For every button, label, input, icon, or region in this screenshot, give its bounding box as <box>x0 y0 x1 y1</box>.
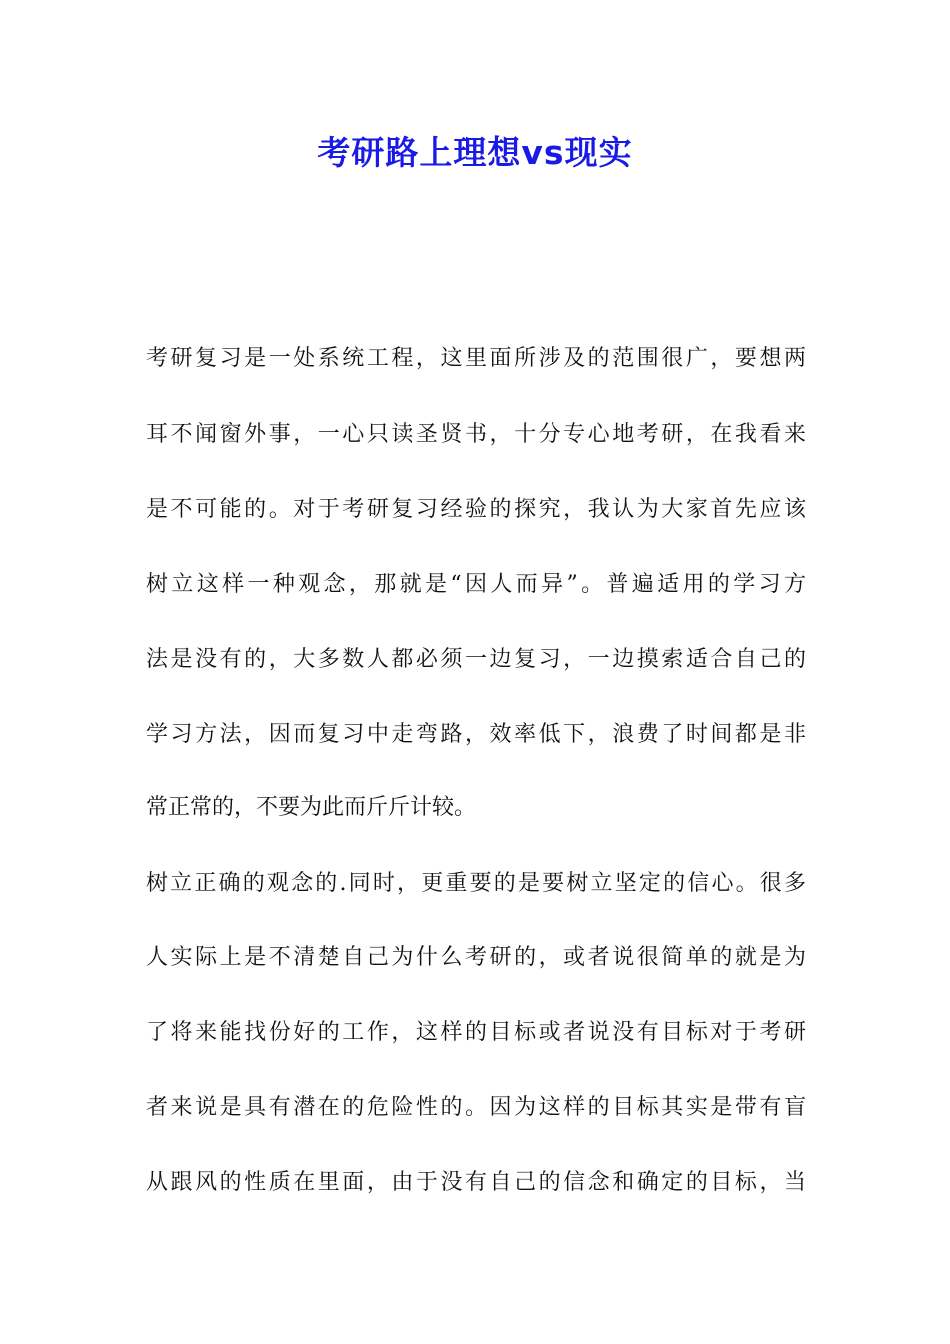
paragraph-2-line-1: 树立正确的观念的.同时，更重要的是要树立坚定的信心。很多 <box>146 871 806 896</box>
paragraph-2-line-4: 者来说是具有潜在的危险性的。因为这样的目标其实是带有盲 <box>146 1095 806 1120</box>
paragraph-2-line-2: 人实际上是不清楚自己为什么考研的，或者说很简单的就是为 <box>146 945 806 970</box>
paragraph-1-line-2: 耳不闻窗外事，一心只读圣贤书，十分专心地考研，在我看来 <box>146 422 806 447</box>
paragraph-1-line-4: 树立这样一种观念，那就是“因人而异”。普遍适用的学习方 <box>146 572 806 597</box>
paragraph-1-line-5: 法是没有的，大多数人都必须一边复习，一边摸索适合自己的 <box>146 647 806 672</box>
paragraph-1-line-6: 学习方法，因而复习中走弯路，效率低下，浪费了时间都是非 <box>146 722 806 747</box>
document-title: 考研路上理想vs现实 <box>317 133 633 172</box>
paragraph-1-line-3: 是不可能的。对于考研复习经验的探究，我认为大家首先应该 <box>146 497 806 522</box>
paragraph-2-line-3: 了将来能找份好的工作，这样的目标或者说没有目标对于考研 <box>146 1020 806 1045</box>
paragraph-1-line-1: 考研复习是一处系统工程，这里面所涉及的范围很广，要想两 <box>146 346 806 371</box>
paragraph-1-line-7: 常正常的，不要为此而斤斤计较。 <box>146 795 477 820</box>
paragraph-2-line-5: 从跟风的性质在里面，由于没有自己的信念和确定的目标，当 <box>146 1170 806 1195</box>
